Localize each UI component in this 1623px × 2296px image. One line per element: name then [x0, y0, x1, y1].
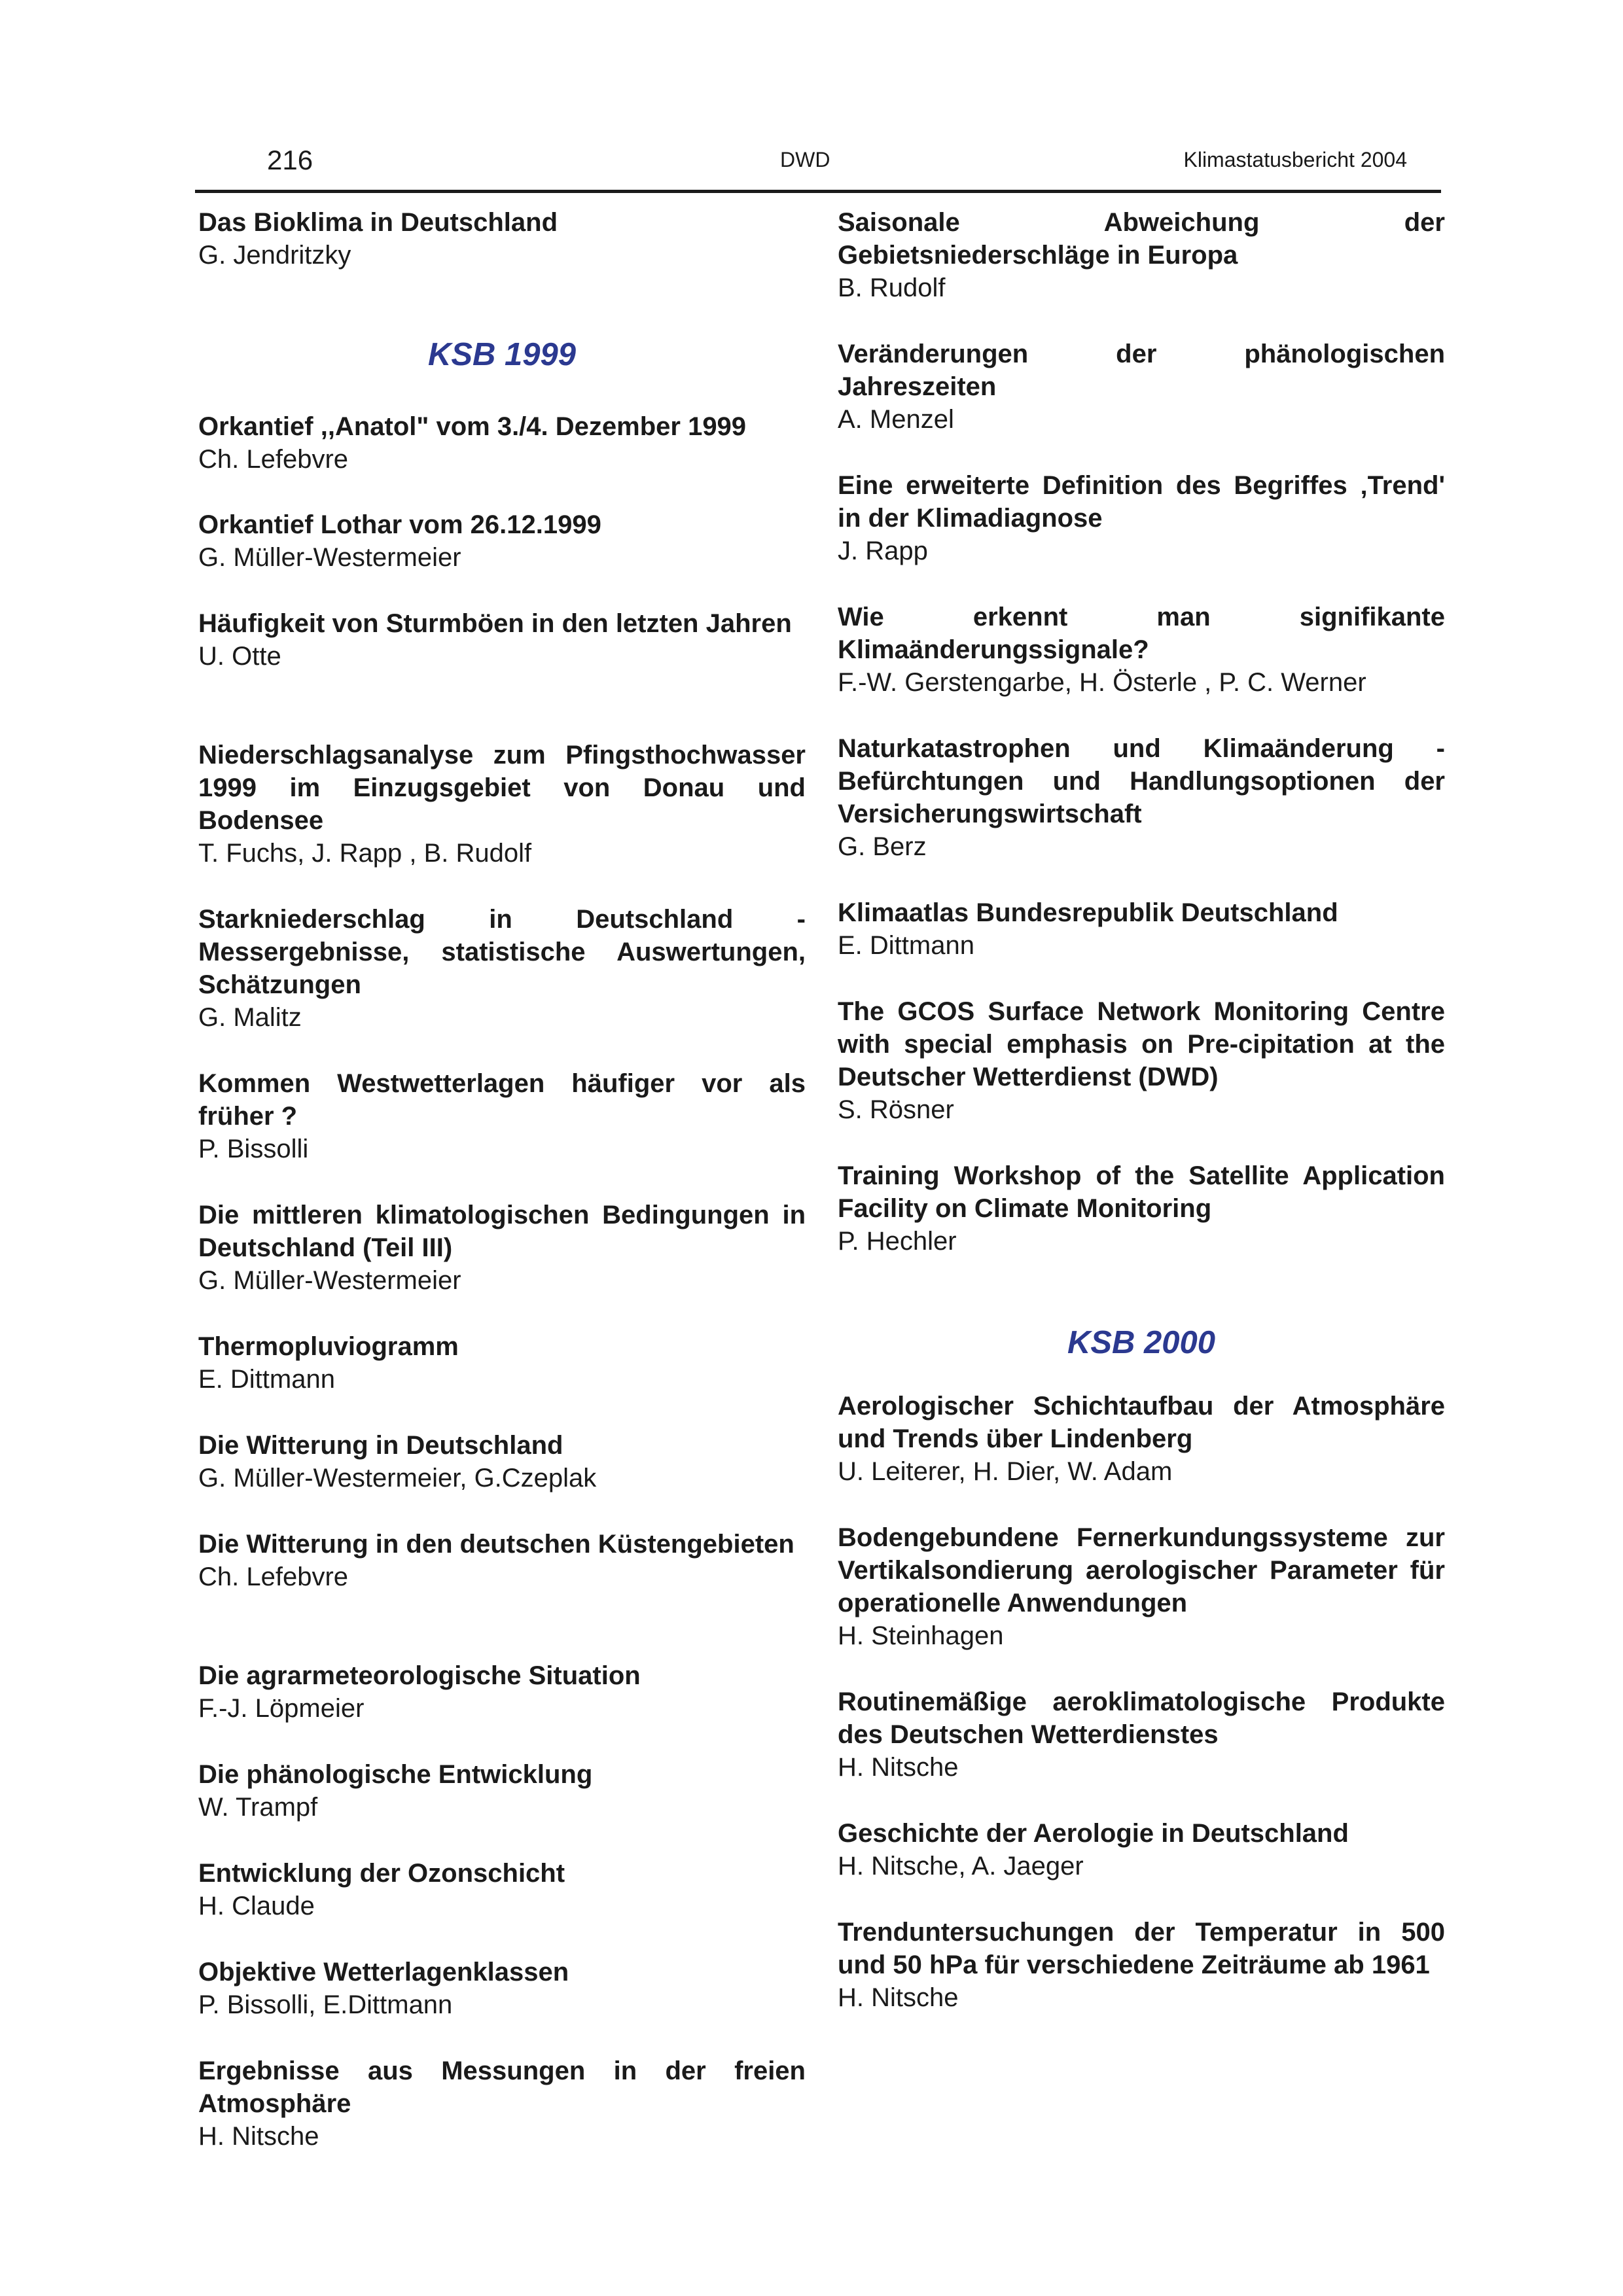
toc-entry: [838, 601, 1445, 699]
header-rule: [195, 190, 1441, 193]
entry-title: Niederschlagsanalyse zum Pfingsthochwasser 1999 im Einzugsgebiet von Donau und Bodensee: [198, 741, 806, 835]
entry-title: Wie erkennt man signifikante Klimaänderungssignale?: [838, 603, 1445, 664]
entry-authors: H. Nitsche, A. Jaeger: [838, 1852, 1084, 1881]
toc-entry: [198, 1429, 806, 1494]
toc-entry: [198, 607, 806, 673]
toc-entry: [198, 508, 806, 574]
entry-authors: Ch. Lefebvre: [198, 1563, 349, 1591]
toc-entry: [838, 1916, 1445, 2014]
entry-title: Starkniederschlag in Deutschland - Messergebnisse, statistische Auswertungen, Schätzungen: [198, 905, 806, 999]
entry-title: Training Workshop of the Satellite Application Facility on Climate Monitoring: [838, 1161, 1445, 1223]
entry-authors: Ch. Lefebvre: [198, 445, 349, 474]
header-publisher: DWD: [780, 148, 830, 171]
page-number: 216: [267, 145, 313, 175]
section-heading-ksb-2000: KSB 2000: [1067, 1325, 1216, 1360]
toc-entry: [838, 995, 1445, 1126]
entry-authors: B. Rudolf: [838, 274, 946, 302]
toc-entry: [198, 739, 806, 870]
toc-entry: [838, 896, 1445, 962]
entry-title: Kommen Westwetterlagen häufiger vor als früher ?: [198, 1069, 806, 1131]
entry-authors: J. Rapp: [838, 537, 928, 565]
header-publication-title: Klimastatusbericht 2004: [1183, 148, 1407, 171]
toc-entry: [838, 1817, 1445, 1882]
entry-authors: P. Bissolli: [198, 1135, 309, 1163]
entry-authors: G. Berz: [838, 832, 927, 861]
entry-authors: H. Nitsche: [198, 2122, 319, 2151]
toc-entry: [198, 1956, 806, 2021]
section-heading-ksb-1999: KSB 1999: [427, 337, 577, 372]
entry-title: Thermopluviogramm: [198, 1332, 459, 1361]
toc-entry: [838, 1159, 1445, 1258]
toc-entry: [198, 2055, 806, 2153]
entry-authors: H. Nitsche: [838, 1753, 959, 1782]
toc-entry: [838, 1390, 1445, 1488]
entry-title: Veränderungen der phänologischen Jahreszeiten: [838, 340, 1445, 401]
entry-authors: H. Claude: [198, 1892, 315, 1920]
entry-title: Trenduntersuchungen der Temperatur in 500 und 50 hPa für verschiedene Zeiträume ab 1961: [838, 1918, 1445, 1979]
entry-title: Routinemäßige aeroklimatologische Produkte des Deutschen Wetterdienstes: [838, 1687, 1445, 1749]
entry-authors: U. Otte: [198, 642, 281, 671]
toc-entry: [198, 1528, 806, 1593]
toc-entry: [838, 732, 1445, 863]
entry-title: Eine erweiterte Definition des Begriffes ‚Trend' in der Klimadiagnose: [838, 471, 1445, 533]
toc-entry: [198, 1659, 806, 1725]
toc-entry: [838, 1686, 1445, 1784]
entry-title: Die mittleren klimatologischen Bedingungen in Deutschland (Teil III): [198, 1201, 806, 1262]
entry-authors: W. Trampf: [198, 1793, 318, 1822]
toc-entry: [198, 1199, 806, 1297]
entry-authors: F.-W. Gerstengarbe, H. Österle , P. C. Werner: [838, 668, 1366, 697]
entry-authors: G. Malitz: [198, 1003, 302, 1032]
entry-authors: U. Leiterer, H. Dier, W. Adam: [838, 1457, 1173, 1486]
entry-title: Aerologischer Schichtaufbau der Atmosphäre und Trends über Lindenberg: [838, 1392, 1445, 1453]
toc-entry: [838, 338, 1445, 436]
entry-title: Ergebnisse aus Messungen in der freien Atmosphäre: [198, 2057, 806, 2118]
entry-authors: G. Müller-Westermeier: [198, 543, 461, 572]
entry-authors: G. Müller-Westermeier: [198, 1266, 461, 1295]
entry-title: The GCOS Surface Network Monitoring Centre with special emphasis on Pre-cipitation at the Deutscher Wetterdienst (DWD): [838, 997, 1445, 1091]
entry-authors: T. Fuchs, J. Rapp , B. Rudolf: [198, 839, 532, 868]
entry-title: Die agrarmeteorologische Situation: [198, 1661, 641, 1690]
entry-authors: G. Müller-Westermeier, G.Czeplak: [198, 1464, 597, 1492]
entry-authors: F.-J. Löpmeier: [198, 1694, 365, 1723]
toc-entry: [198, 1067, 806, 1165]
entry-authors: H. Steinhagen: [838, 1621, 1004, 1650]
entry-title: Das Bioklima in Deutschland: [198, 208, 558, 237]
toc-entry: [198, 1330, 806, 1396]
toc-entry: [198, 903, 806, 1034]
entry-authors: H. Nitsche: [838, 1983, 959, 2012]
entry-title: Entwicklung der Ozonschicht: [198, 1859, 565, 1888]
entry-authors: E. Dittmann: [198, 1365, 335, 1394]
entry-title: Die phänologische Entwicklung: [198, 1760, 593, 1789]
entry-authors: A. Menzel: [838, 405, 954, 434]
entry-authors: P. Hechler: [838, 1227, 957, 1256]
entry-title: Die Witterung in den deutschen Küstengebieten: [198, 1530, 794, 1559]
entry-title: Häufigkeit von Sturmböen in den letzten Jahren: [198, 609, 792, 638]
entry-title: Klimaatlas Bundesrepublik Deutschland: [838, 898, 1338, 927]
toc-entry: [198, 1758, 806, 1824]
toc-entry: [198, 206, 806, 272]
entry-title: Geschichte der Aerologie in Deutschland: [838, 1819, 1349, 1848]
entry-title: Orkantief Lothar vom 26.12.1999: [198, 510, 601, 539]
toc-entry: [838, 1521, 1445, 1652]
entry-title: Bodengebundene Fernerkundungssysteme zur Vertikalsondierung aerologischer Parameter für operationelle Anwendungen: [838, 1523, 1445, 1617]
entry-title: Saisonale Abweichung der Gebietsniederschläge in Europa: [838, 208, 1445, 270]
toc-entry: [838, 469, 1445, 567]
toc-entry: [198, 410, 806, 476]
entry-authors: G. Jendritzky: [198, 241, 351, 270]
entry-title: Orkantief ,,Anatol" vom 3./4. Dezember 1999: [198, 412, 747, 441]
toc-entry: [198, 1857, 806, 1922]
entry-authors: E. Dittmann: [838, 931, 974, 960]
page-header: [0, 0, 1623, 196]
entry-authors: S. Rösner: [838, 1095, 954, 1124]
entry-title: Die Witterung in Deutschland: [198, 1431, 563, 1460]
toc-entry: [838, 206, 1445, 304]
entry-authors: P. Bissolli, E.Dittmann: [198, 1990, 453, 2019]
entry-title: Naturkatastrophen und Klimaänderung - Befürchtungen und Handlungsoptionen der Versicherungswirtschaft: [838, 734, 1445, 828]
entry-title: Objektive Wetterlagenklassen: [198, 1958, 569, 1987]
